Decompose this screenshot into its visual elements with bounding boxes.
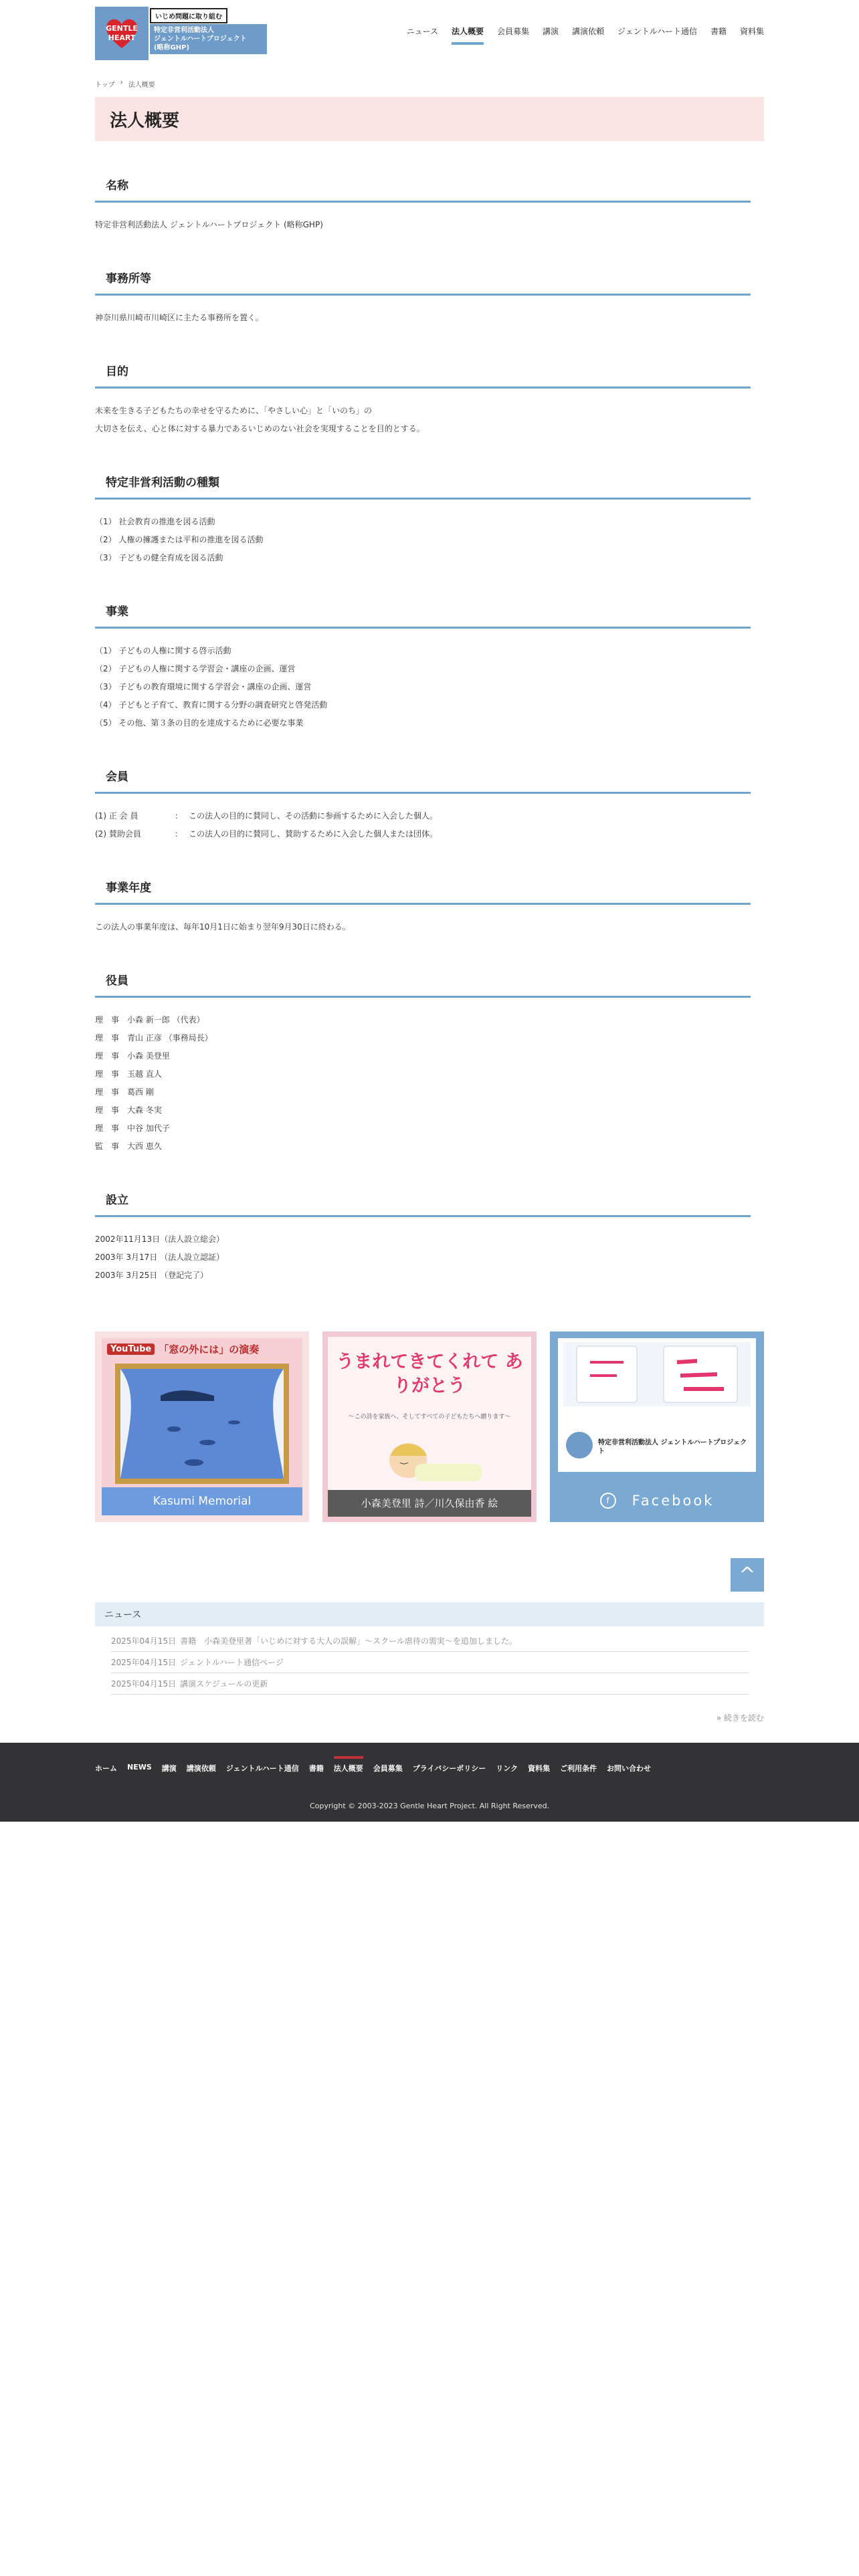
banner-poem[interactable] [322,1331,537,1522]
officer-item: 理 事 大森 冬実 [95,1105,162,1115]
youtube-icon: YouTube [107,1344,155,1355]
news-section [95,1602,764,1723]
facebook-icon: f [600,1493,616,1509]
list-item: （2） 子どもの人権に関する学習会・講座の企画、運営 [95,664,296,673]
breadcrumb [95,79,764,89]
footer-nav [95,1743,764,1774]
footer-link-about[interactable]: 法人概要 [333,1764,363,1773]
banner-subtitle: 〜この詩を家族へ、そしてすべての子どもたちへ贈ります〜 [348,1414,511,1420]
list-item: （3） 子どもの健全育成を図る活動 [95,553,223,562]
facebook-preview [558,1338,756,1472]
read-more-link[interactable]: » 続きを読む [716,1713,764,1723]
logo-org-line: 特定非営利活動法人 [154,27,214,34]
logo-org-line: (略称GHP) [154,44,190,51]
officer-item: 理 事 小森 新一郎 （代表） [95,1015,205,1025]
section-name [95,176,751,234]
officer-item: 理 事 小森 美登里 [95,1051,170,1061]
section-heading: 設立 [95,1190,751,1217]
footer-link-news[interactable]: NEWS [127,1763,152,1772]
global-nav [407,25,764,45]
news-item[interactable] [111,1673,748,1695]
news-date: 2025年04月15日 [111,1658,177,1667]
footer-link-materials[interactable]: 資料集 [528,1764,551,1773]
logo-letters: GENTLE HEART [106,24,138,42]
logo-org-line: ジェントルハートプロジェクト [154,35,247,43]
section-text: 大切さを伝え、心と体に対する暴力であるいじめのない社会を実現することを目的とする。 [95,424,425,433]
nav-books[interactable]: 書籍 [710,27,727,36]
member-desc: この法人の目的に賛同し、賛助するために入会した個人または団体。 [189,829,438,839]
officer-item: 理 事 青山 正彦 （事務局長） [95,1033,213,1043]
section-text: 特定非営利活動法人 ジェントルハートプロジェクト (略称GHP) [95,220,323,229]
footer-link-lecture-request[interactable]: 講演依頼 [186,1764,216,1773]
banner-header [102,1338,302,1360]
list-item: （4） 子どもと子育て、教育に関する分野の調査研究と啓発活動 [95,700,328,710]
founding-item: 2003年 3月17日 （法人設立認証） [95,1253,225,1262]
nav-lectures[interactable]: 講演 [543,27,559,36]
section-members [95,767,751,843]
section-heading: 役員 [95,971,751,998]
section-heading: 事業年度 [95,878,751,905]
section-officers [95,971,751,1156]
member-desc: この法人の目的に賛同し、その活動に参画するために入会した個人。 [189,811,438,821]
news-item[interactable] [111,1630,748,1652]
list-item: （5） その他、第３条の目的を達成するために必要な事業 [95,718,304,728]
news-heading: ニュース [95,1602,764,1626]
footer-link-lectures[interactable]: 講演 [161,1764,177,1773]
banner-caption: Kasumi Memorial [102,1487,302,1515]
officer-item: 理 事 玉越 直人 [95,1069,162,1079]
facebook-label: Facebook [632,1492,714,1509]
news-list [111,1630,748,1695]
officer-item: 理 事 葛西 剛 [95,1087,154,1097]
member-row [95,807,751,825]
footer-link-privacy[interactable]: プライバシーポリシー [412,1764,486,1773]
news-text: 講演スケジュールの更新 [180,1679,268,1689]
news-text: ジェントルハート通信ページ [180,1658,284,1667]
member-colon: ： [174,811,183,821]
section-heading: 名称 [95,176,751,203]
nav-materials[interactable]: 資料集 [739,27,764,36]
section-business [95,602,751,732]
footer-link-books[interactable]: 書籍 [308,1764,324,1773]
book-illustration [563,1342,751,1406]
news-text: 書籍 小森美登里著「いじめに対する大人の誤解」〜スクール虐待の需実〜を追加しました。 [180,1636,517,1646]
section-heading: 特定非営利活動の種類 [95,473,751,500]
footer-link-terms[interactable]: ご利用条件 [560,1764,597,1773]
section-fiscal-year [95,878,751,936]
banner-title: うまれてきてくれて ありがとう [336,1352,523,1396]
section-heading: 事業 [95,602,751,629]
section-text: この法人の事業年度は、毎年10月1日に始まり翌年9月30日に終わる。 [95,922,351,932]
list-item: （2） 人権の擁護または平和の推進を図る活動 [95,535,264,544]
member-row [95,825,751,843]
footer-link-newsletter[interactable]: ジェントルハート通信 [225,1764,299,1773]
sleeping-child-illustration [368,1430,488,1484]
site-logo[interactable] [95,7,266,60]
banner-youtube[interactable] [95,1331,309,1522]
section-office [95,269,751,327]
copyright: Copyright © 2003-2023 Gentle Heart Project. All Right Reserved. [309,1802,550,1810]
member-type: (2) 賛助会員 [95,829,141,839]
officer-item: 監 事 大西 恵久 [95,1142,162,1151]
list-item: （1） 子どもの人権に関する啓示活動 [95,646,231,655]
banner-title: 「窓の外には」の演奏 [159,1343,260,1356]
footer-link-home[interactable]: ホーム [95,1764,117,1773]
breadcrumb-home[interactable]: トップ [95,82,115,89]
facebook-link[interactable] [550,1479,764,1522]
breadcrumb-separator: › [120,79,123,86]
footer-link-membership[interactable]: 会員募集 [373,1764,403,1773]
section-heading: 事務所等 [95,269,751,296]
founding-item: 2002年11月13日（法人設立総会） [95,1235,225,1244]
banner-caption: 小森美登里 詩／川久保由香 絵 [328,1490,531,1517]
news-date: 2025年04月15日 [111,1636,177,1646]
logo-tagline: いじめ問題に取り組む [150,8,227,23]
site-header [95,0,764,67]
section-heading: 目的 [95,362,751,389]
nav-news[interactable]: ニュース [406,27,438,36]
member-type: (1) 正 会 員 [95,811,138,821]
section-activities [95,473,751,567]
page-avatar [566,1432,593,1459]
footer-link-contact[interactable]: お問い合わせ [607,1764,652,1773]
logo-org-name [150,24,267,54]
logo-emblem [95,7,149,60]
nav-newsletter[interactable]: ジェントルハート通信 [617,27,697,36]
back-to-top-button[interactable]: ^ [731,1558,764,1592]
page-title: 法人概要 [95,97,764,141]
facebook-page-name: 特定非営利活動法人 ジェントルハートプロジェクト [598,1439,747,1455]
list-item: （3） 子どもの教育環境に関する学習会・講座の企画、運営 [95,682,312,691]
breadcrumb-current: 法人概要 [128,82,155,89]
section-founding [95,1190,751,1285]
painting-image [120,1369,284,1479]
list-item: （1） 社会教育の推進を図る活動 [95,517,215,526]
member-colon: ： [174,829,183,839]
news-date: 2025年04月15日 [111,1679,177,1689]
banner-row [95,1331,764,1522]
nav-about[interactable]: 法人概要 [452,25,484,45]
nav-lecture-request[interactable]: 講演依頼 [572,27,605,36]
founding-item: 2003年 3月25日 （登記完了） [95,1271,209,1280]
section-purpose [95,362,751,438]
nav-membership[interactable]: 会員募集 [497,27,530,36]
banner-facebook[interactable] [550,1331,764,1522]
section-text: 神奈川県川崎市川崎区に主たる事務所を置く。 [95,313,264,322]
footer-link-links[interactable]: リンク [496,1764,518,1773]
section-text: 未来を生きる子どもたちの幸せを守るために、「やさしい心」と「いのち」の [95,406,373,415]
section-heading: 会員 [95,767,751,794]
news-item[interactable] [111,1652,748,1673]
site-footer [0,1743,859,1822]
window-painting [115,1364,289,1484]
officer-item: 理 事 中谷 加代子 [95,1123,170,1133]
